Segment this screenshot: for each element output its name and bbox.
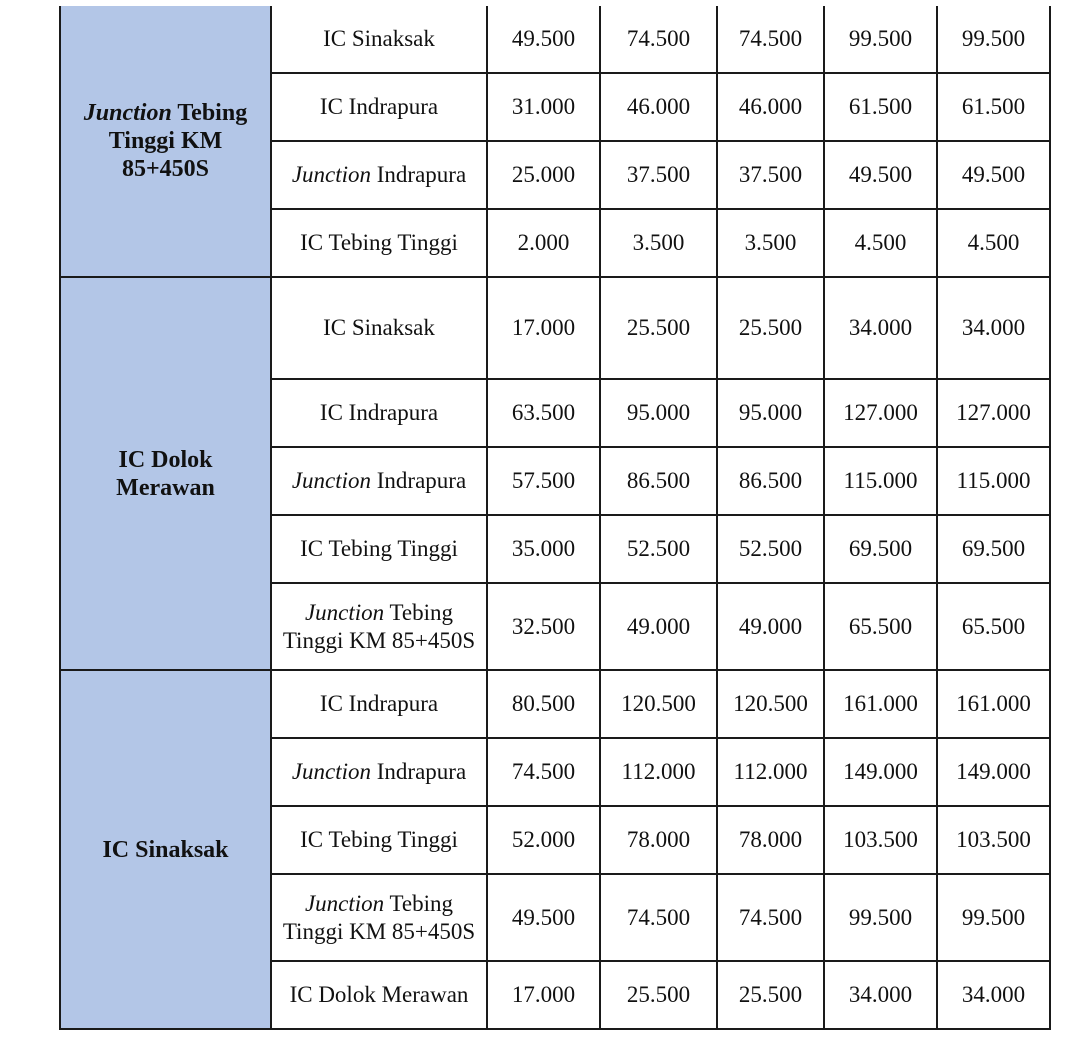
tariff-cell: 74.500 bbox=[717, 6, 824, 73]
tariff-cell: 61.500 bbox=[824, 73, 937, 141]
tariff-cell: 95.000 bbox=[600, 379, 717, 447]
destination-cell bbox=[271, 209, 487, 277]
tariff-cell: 120.500 bbox=[717, 670, 824, 738]
destination-text: IC Indrapura bbox=[319, 94, 439, 119]
origin-italic-text: Junction bbox=[83, 100, 172, 126]
origin-text: IC Dolok Merawan bbox=[116, 446, 215, 501]
tariff-cell: 161.000 bbox=[937, 670, 1050, 738]
tariff-cell: 25.500 bbox=[717, 961, 824, 1029]
tariff-cell: 80.500 bbox=[487, 670, 600, 738]
tariff-cell: 25.500 bbox=[600, 961, 717, 1029]
table-row bbox=[60, 6, 1050, 73]
tariff-cell: 32.500 bbox=[487, 583, 600, 670]
tariff-cell: 25.000 bbox=[487, 141, 600, 209]
destination-cell bbox=[271, 447, 487, 515]
destination-cell bbox=[271, 806, 487, 874]
destination-italic-text: Junction bbox=[291, 162, 372, 187]
destination-cell bbox=[271, 515, 487, 583]
origin-text: IC Sinaksak bbox=[102, 836, 229, 863]
tariff-cell: 74.500 bbox=[487, 738, 600, 806]
tariff-cell: 17.000 bbox=[487, 961, 600, 1029]
tariff-cell: 65.500 bbox=[937, 583, 1050, 670]
tariff-cell: 4.500 bbox=[937, 209, 1050, 277]
destination-cell bbox=[271, 141, 487, 209]
destination-text: IC Sinaksak bbox=[323, 26, 435, 51]
destination-text: IC Tebing Tinggi bbox=[300, 230, 458, 255]
tariff-cell: 34.000 bbox=[937, 961, 1050, 1029]
destination-cell bbox=[271, 277, 487, 379]
destination-text: IC Tebing Tinggi bbox=[300, 827, 458, 852]
origin-cell bbox=[60, 670, 271, 1029]
destination-text: IC Dolok Merawan bbox=[289, 982, 469, 1007]
destination-italic-text: Junction bbox=[291, 468, 372, 493]
destination-cell bbox=[271, 670, 487, 738]
tariff-cell: 46.000 bbox=[717, 73, 824, 141]
tariff-cell: 115.000 bbox=[937, 447, 1050, 515]
tariff-cell: 74.500 bbox=[600, 874, 717, 961]
destination-cell bbox=[271, 583, 487, 670]
tariff-cell: 78.000 bbox=[600, 806, 717, 874]
tariff-cell: 127.000 bbox=[824, 379, 937, 447]
tariff-cell: 57.500 bbox=[487, 447, 600, 515]
destination-cell bbox=[271, 961, 487, 1029]
tariff-cell: 99.500 bbox=[824, 6, 937, 73]
tariff-cell: 149.000 bbox=[824, 738, 937, 806]
tariff-cell: 63.500 bbox=[487, 379, 600, 447]
tariff-cell: 34.000 bbox=[937, 277, 1050, 379]
tariff-cell: 17.000 bbox=[487, 277, 600, 379]
tariff-cell: 4.500 bbox=[824, 209, 937, 277]
tariff-cell: 52.500 bbox=[600, 515, 717, 583]
tariff-cell: 3.500 bbox=[717, 209, 824, 277]
tariff-cell: 37.500 bbox=[717, 141, 824, 209]
tariff-cell: 161.000 bbox=[824, 670, 937, 738]
destination-text: IC Indrapura bbox=[319, 400, 439, 425]
origin-cell bbox=[60, 277, 271, 670]
destination-text: Tebing Tinggi KM 85+450S bbox=[282, 890, 476, 944]
tariff-cell: 99.500 bbox=[937, 874, 1050, 961]
tariff-cell: 127.000 bbox=[937, 379, 1050, 447]
tariff-cell: 61.500 bbox=[937, 73, 1050, 141]
tariff-cell: 99.500 bbox=[824, 874, 937, 961]
destination-cell bbox=[271, 379, 487, 447]
destination-italic-text: Junction bbox=[291, 759, 372, 784]
tariff-cell: 2.000 bbox=[487, 209, 600, 277]
tariff-cell: 25.500 bbox=[600, 277, 717, 379]
tariff-cell: 115.000 bbox=[824, 447, 937, 515]
destination-text: Indrapura bbox=[371, 759, 467, 784]
tariff-table bbox=[59, 6, 1051, 1030]
tariff-cell: 112.000 bbox=[717, 738, 824, 806]
destination-text: IC Indrapura bbox=[319, 691, 439, 716]
tariff-cell: 69.500 bbox=[824, 515, 937, 583]
tariff-cell: 35.000 bbox=[487, 515, 600, 583]
destination-text: Indrapura bbox=[371, 162, 467, 187]
tariff-cell: 49.000 bbox=[600, 583, 717, 670]
tariff-cell: 49.500 bbox=[824, 141, 937, 209]
tariff-cell: 112.000 bbox=[600, 738, 717, 806]
tariff-cell: 78.000 bbox=[717, 806, 824, 874]
tariff-cell: 74.500 bbox=[717, 874, 824, 961]
destination-italic-text: Junction bbox=[304, 890, 385, 916]
destination-text: IC Sinaksak bbox=[323, 315, 435, 340]
tariff-cell: 34.000 bbox=[824, 961, 937, 1029]
table-row bbox=[60, 277, 1050, 379]
tariff-cell: 95.000 bbox=[717, 379, 824, 447]
tariff-cell: 46.000 bbox=[600, 73, 717, 141]
tariff-cell: 120.500 bbox=[600, 670, 717, 738]
destination-cell bbox=[271, 73, 487, 141]
tariff-cell: 31.000 bbox=[487, 73, 600, 141]
destination-cell bbox=[271, 738, 487, 806]
origin-text: Tebing Tinggi KM 85+450S bbox=[108, 100, 248, 182]
tariff-cell: 69.500 bbox=[937, 515, 1050, 583]
tariff-cell: 65.500 bbox=[824, 583, 937, 670]
destination-text: IC Tebing Tinggi bbox=[300, 536, 458, 561]
tariff-cell: 86.500 bbox=[600, 447, 717, 515]
tariff-cell: 103.500 bbox=[937, 806, 1050, 874]
tariff-cell: 74.500 bbox=[600, 6, 717, 73]
tariff-cell: 34.000 bbox=[824, 277, 937, 379]
tariff-cell: 25.500 bbox=[717, 277, 824, 379]
tariff-cell: 3.500 bbox=[600, 209, 717, 277]
destination-cell bbox=[271, 6, 487, 73]
table-row bbox=[60, 670, 1050, 738]
tariff-cell: 49.000 bbox=[717, 583, 824, 670]
destination-italic-text: Junction bbox=[304, 599, 385, 625]
tariff-cell: 49.500 bbox=[487, 874, 600, 961]
tariff-cell: 49.500 bbox=[487, 6, 600, 73]
destination-text: Indrapura bbox=[371, 468, 467, 493]
tariff-cell: 49.500 bbox=[937, 141, 1050, 209]
tariff-cell: 37.500 bbox=[600, 141, 717, 209]
destination-cell bbox=[271, 874, 487, 961]
tariff-cell: 103.500 bbox=[824, 806, 937, 874]
tariff-cell: 99.500 bbox=[937, 6, 1050, 73]
tariff-cell: 52.500 bbox=[717, 515, 824, 583]
destination-text: Tebing Tinggi KM 85+450S bbox=[282, 599, 476, 653]
tariff-cell: 86.500 bbox=[717, 447, 824, 515]
tariff-cell: 52.000 bbox=[487, 806, 600, 874]
tariff-cell: 149.000 bbox=[937, 738, 1050, 806]
origin-cell bbox=[60, 6, 271, 277]
